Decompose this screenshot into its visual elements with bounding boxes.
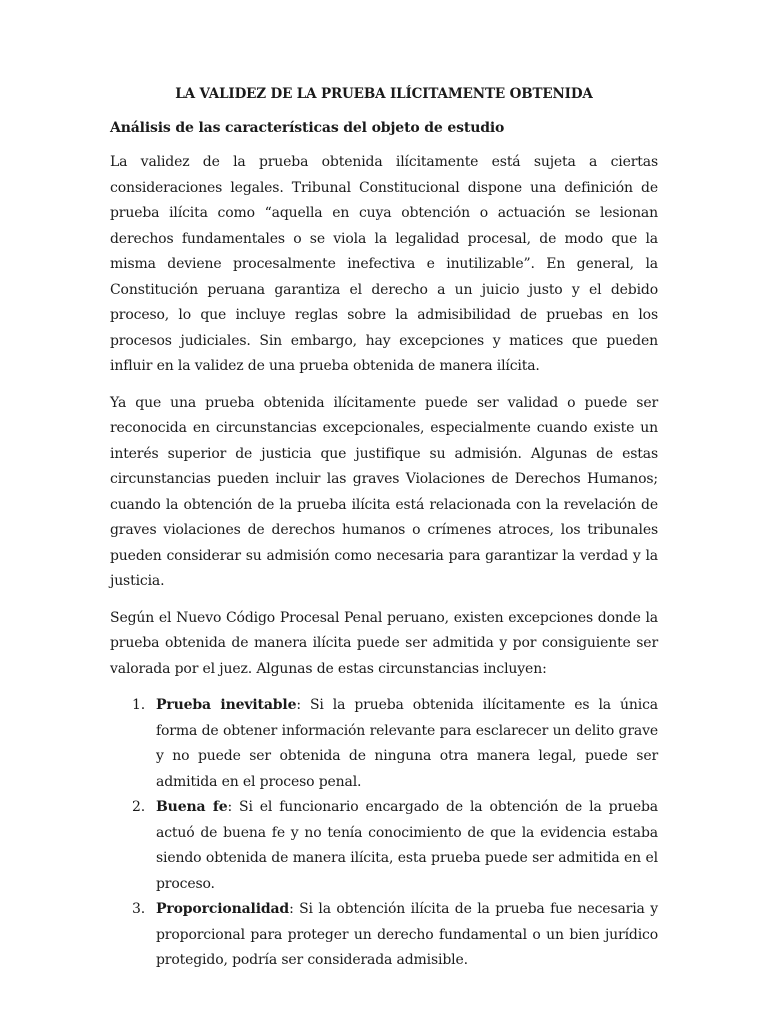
document-title: LA VALIDEZ DE LA PRUEBA ILÍCITAMENTE OBTENIDA [175, 86, 593, 102]
list-item-number: 3. [132, 901, 146, 917]
list-item-term: Prueba inevitable [156, 697, 297, 713]
section-subtitle: Análisis de las características del objeto de estudio [110, 120, 505, 136]
list-item-term: Proporcionalidad [156, 901, 290, 917]
document-page [110, 84, 658, 974]
list-item [110, 693, 658, 795]
paragraph-2: Ya que una prueba obtenida ilícitamente puede ser validad o puede ser reconocida en circunstancias excepcionales, especialmente cuando existe un interés superior de justicia que justifique su admisión. Algunas de estas circunstancias pueden incluir las graves Violaciones de Derechos Humanos; cuando la obtención de la prueba ilícita está relacionada con la revelación de graves violaciones de derechos humanos o crímenes atroces, los tribunales pueden considerar su admisión como necesaria para garantizar la verdad y la justicia. [110, 394, 658, 589]
list-item-text: : Si el funcionario encargado de la obtención de la prueba actuó de buena fe y no tenía conocimiento de que la evidencia estaba siendo obtenida de manera ilícita, esta prueba puede ser admitida en el proceso. [156, 799, 658, 892]
list-item-term: Buena fe [156, 799, 228, 815]
list-item [110, 897, 658, 974]
list-item-text: : Si la prueba obtenida ilícitamente es la única forma de obtener información relevante para esclarecer un delito grave y no puede ser obtenida de ninguna otra manera legal, puede ser admitida en el proceso penal. [156, 697, 658, 790]
list-item [110, 795, 658, 897]
list-item-number: 1. [132, 697, 146, 713]
paragraph-1: La validez de la prueba obtenida ilícitamente está sujeta a ciertas consideraciones legales. Tribunal Constitucional dispone una definición de prueba ilícita como “aquella en cuya obtención o actuación se lesionan derechos fundamentales o se viola la legalidad procesal, de modo que la misma deviene procesalmente inefectiva e inutilizable”. En general, la Constitución peruana garantiza el derecho a un juicio justo y el debido proceso, lo que incluye reglas sobre la admisibilidad de pruebas en los procesos judiciales. Sin embargo, hay excepciones y matices que pueden influir en la validez de una prueba obtenida de manera ilícita. [110, 154, 658, 374]
exceptions-list [110, 693, 658, 974]
list-item-text: : Si la obtención ilícita de la prueba fue necesaria y proporcional para proteger un derecho fundamental o un bien jurídico protegido, podría ser considerada admisible. [156, 901, 658, 968]
list-item-number: 2. [132, 799, 146, 815]
paragraph-3: Según el Nuevo Código Procesal Penal peruano, existen excepciones donde la prueba obtenida de manera ilícita puede ser admitida y por consiguiente ser valorada por el juez. Algunas de estas circunstancias incluyen: [110, 609, 658, 677]
